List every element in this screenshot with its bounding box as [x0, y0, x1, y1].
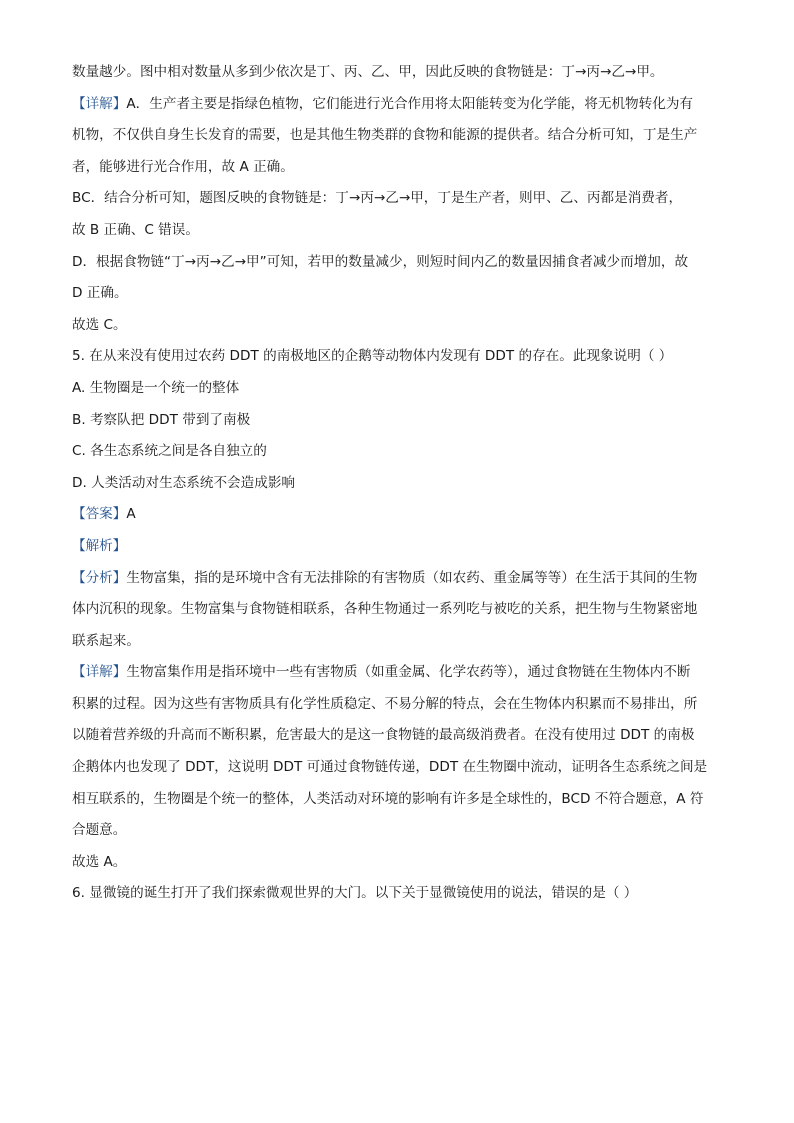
text-line: 者，能够进行光合作用，故 A 正确。 — [72, 158, 294, 175]
text-line: BC．结合分析可知，题图反映的食物链是：丁→丙→乙→甲，丁是生产者，则甲、乙、丙都是消费者， — [72, 190, 683, 207]
text-line: 体内沉积的现象。生物富集与食物链相联系，各种生物通过一系列吃与被吃的关系，把生物与生物紧密地 — [72, 601, 698, 618]
text-line: 机物，不仅供自身生长发育的需要，也是其他生物类群的食物和能源的提供者。结合分析可知，丁是生产 — [72, 127, 698, 144]
question-stem: 6. 显微镜的诞生打开了我们探索微观世界的大门。以下关于显微镜使用的说法，错误的是（ ） — [72, 885, 638, 902]
text-line: 【分析】生物富集，指的是环境中含有无法排除的有害物质（如农药、重金属等等）在生活于其间的生物 — [72, 569, 698, 586]
text-line: 【详解】A．生产者主要是指绿色植物，它们能进行光合作用将太阳能转变为化学能，将无机物转化为有 — [72, 95, 694, 112]
question-stem: 5. 在从来没有使用过农药 DDT 的南极地区的企鹅等动物体内发现有 DDT 的存在。此现象说明（ ） — [72, 348, 673, 365]
text-line: 相互联系的，生物圈是个统一的整体，人类活动对环境的影响有许多是全球性的，BCD 不符合题意，A 符 — [72, 790, 704, 807]
text-line: 故选 C。 — [72, 316, 127, 333]
text-line: D 正确。 — [72, 285, 128, 302]
text-line: 联系起来。 — [72, 632, 140, 649]
section-tag: 【详解】 — [72, 95, 127, 112]
answer-line: 【答案】A — [72, 506, 136, 523]
text-line: 以随着营养级的升高而不断积累，危害最大的是这一食物链的最高级消费者。在没有使用过 DDT 的南极 — [72, 727, 695, 744]
option-d: D. 人类活动对生态系统不会造成影响 — [72, 474, 296, 491]
text-line: 合题意。 — [72, 822, 127, 839]
section-tag: 【答案】 — [72, 506, 127, 523]
text-line: 数量越少。图中相对数量从多到少依次是丁、丙、乙、甲，因此反映的食物链是：丁→丙→乙→甲。 — [72, 64, 664, 80]
option-b: B. 考察队把 DDT 带到了南极 — [72, 411, 251, 428]
text-line: 故 B 正确、C 错误。 — [72, 221, 199, 238]
text-line: 故选 A。 — [72, 853, 127, 870]
text-line: 【详解】生物富集作用是指环境中一些有害物质（如重金属、化学农药等），通过食物链在生物体内不断 — [72, 664, 691, 681]
text-line: 企鹅体内也发现了 DDT，这说明 DDT 可通过食物链传递，DDT 在生物圈中流动，证明各生态系统之间是 — [72, 759, 708, 776]
section-tag: 【分析】 — [72, 569, 127, 586]
document-page — [72, 62, 724, 903]
section-tag: 【解析】 — [72, 537, 127, 554]
text-line: D．根据食物链“丁→丙→乙→甲”可知，若甲的数量减少，则短时间内乙的数量因捕食者减少而增加，故 — [72, 253, 689, 270]
analysis-heading — [72, 536, 724, 556]
section-tag: 【详解】 — [72, 664, 127, 681]
option-a: A. 生物圈是一个统一的整体 — [72, 379, 240, 396]
text-line: 积累的过程。因为这些有害物质具有化学性质稳定、不易分解的特点，会在生物体内积累而不易排出，所 — [72, 695, 698, 712]
option-c: C. 各生态系统之间是各自独立的 — [72, 443, 267, 460]
